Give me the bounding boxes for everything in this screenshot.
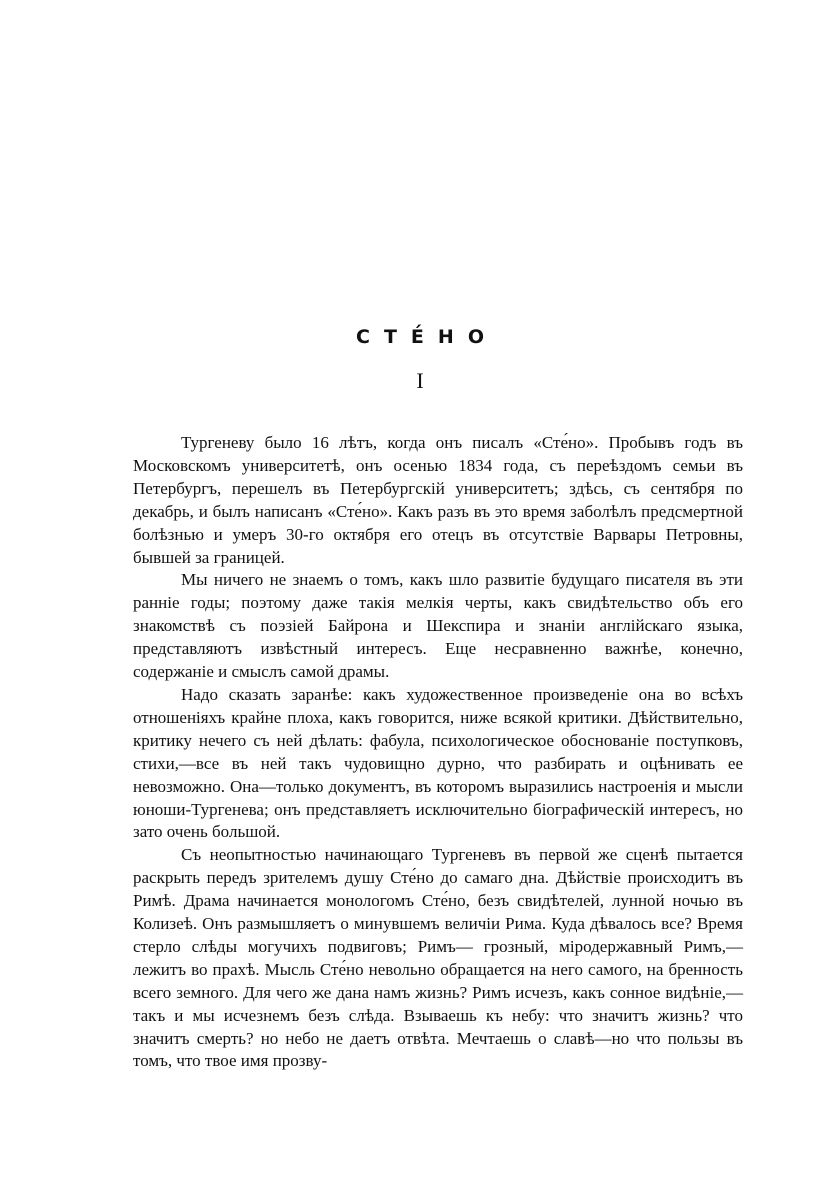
paragraph: Мы ничего не знаемъ о томъ, какъ шло развитіе будущаго писателя въ эти ранніе годы; поэтому даже такія мелкія черты, какъ свидѣтельство объ его знакомствѣ съ поэзіей Байрона и Шекспира и знаніи англійскаго языка, представляютъ извѣстный интересъ. Еще несравненно важнѣе, конечно, содержаніе и смыслъ самой драмы. [133, 570, 743, 682]
paragraph: Тургеневу было 16 лѣтъ, когда онъ писалъ «Сте́но». Пробывъ годъ въ Московскомъ университетѣ, онъ осенью 1834 года, съ переѣздомъ семьи въ Петербургъ, перешелъ въ Петербургскій университетъ; здѣсь, съ сентября по декабрь, и былъ написанъ «Сте́но». Какъ разъ въ это время заболѣлъ предсмертной болѣзнью и умеръ 30-го октября его отецъ въ отсутствіе Варвары Петровны, бывшей за границей. [133, 433, 743, 567]
chapter-number: I [416, 368, 424, 393]
body-text [133, 432, 743, 1073]
paragraph: Надо сказать заранѣе: какъ художественное произведеніе она во всѣхъ отношеніяхъ крайне плоха, какъ говорится, ниже всякой критики. Дѣйствительно, критику нечего съ ней дѣлать: фабула, психологическое обоснованіе поступковъ, стихи,—все въ ней такъ чудовищно дурно, что разбирать и оцѣнивать ее невозможно. Она—только документъ, въ которомъ выразились настроенія и мысли юноши-Тургенева; онъ представляетъ исключительно біографическій интересъ, но зато очень большой. [133, 684, 743, 842]
paragraph: Съ неопытностью начинающаго Тургеневъ въ первой же сценѣ пытается раскрыть передъ зрителемъ душу Сте́но до самаго дна. Дѣйствіе происходитъ въ Римѣ. Драма начинается монологомъ Сте́но, безъ свидѣтелей, лунной ночью въ Колизеѣ. Онъ размышляетъ о минувшемъ величіи Рима. Куда дѣвалось все? Время стерло слѣды могучихъ подвиговъ; Римъ— грозный, міродержавный Римъ,—лежитъ во прахѣ. Мысль Сте́но невольно обращается на него самого, на бренность всего земного. Для чего же дана намъ жизнь? Римъ исчезъ, какъ сонное видѣніе,—такъ и мы исчезнемъ безъ слѣда. Взываешь къ небу: что значитъ жизнь? что значитъ смерть? но небо не даетъ отвѣта. Мечтаешь о славѣ—но что пользы въ томъ, что твое имя прозву- [133, 845, 743, 1071]
page-title: СТЕ́НО [356, 326, 498, 348]
